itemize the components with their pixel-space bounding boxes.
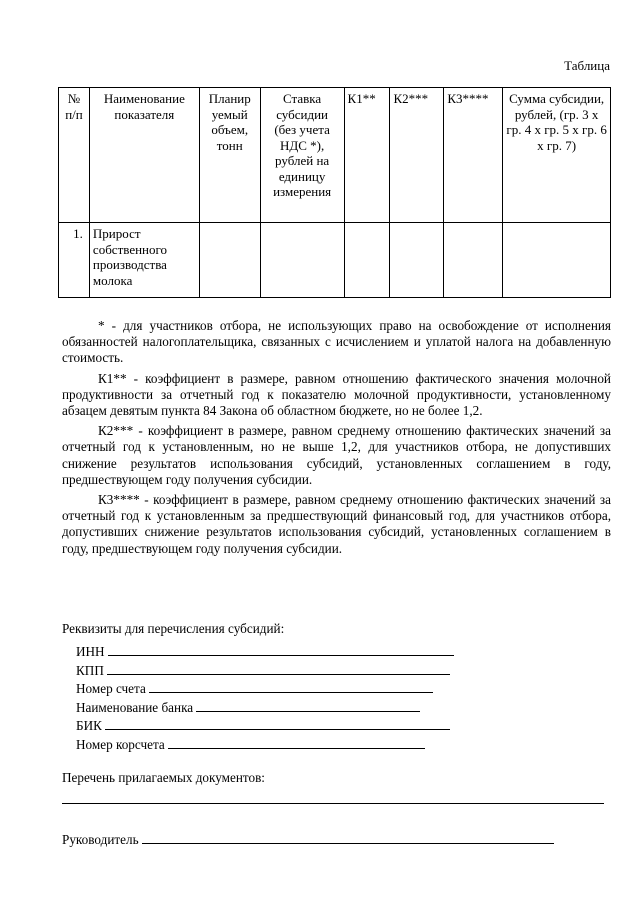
- col-header-volume: Планир уемый объем, тонн: [199, 88, 260, 223]
- footnote-k3: К3**** - коэффициент в размере, равном среднему отношению фактических значений за отчетный год к установленным за предшествующий финансовый год, для участников отбора, допустивших снижение результатов использования субсидий, установленных соглашением в году, предшествующем году получения субсидии.: [62, 492, 611, 556]
- requisite-label: Номер счета: [76, 681, 146, 697]
- cell-rate[interactable]: [260, 223, 344, 298]
- manager-field[interactable]: [142, 830, 554, 844]
- account-field[interactable]: [149, 679, 433, 693]
- subsidy-table: [58, 87, 611, 298]
- col-header-k3: К3****: [444, 88, 503, 223]
- inn-field[interactable]: [108, 642, 454, 656]
- col-header-name: Наименование показателя: [89, 88, 199, 223]
- requisite-bik: [76, 716, 454, 735]
- requisite-corr: [76, 735, 454, 754]
- footnote-k1: К1** - коэффициент в размере, равном отношению фактического значения молочной продуктивности за отчетный год к показателю молочной продуктивности, установленному абзацем девятым пункта 84 Закона об областном бюджете, но не более 1,2.: [62, 370, 611, 419]
- requisite-label: Наименование банка: [76, 699, 194, 715]
- footnote-vat: * - для участников отбора, не использующих право на освобождение от исполнения обязанностей налогоплательщика, связанных с исчислением и уплатой налога на добавленную стоимость.: [62, 318, 611, 366]
- corr-account-field[interactable]: [168, 735, 425, 749]
- col-header-sum: Сумма субсидии, рублей, (гр. 3 х гр. 4 х гр. 5 х гр. 6 х гр. 7): [503, 88, 611, 223]
- col-header-rate: Ставка субсидии (без учета НДС *), рублей на единицу измерения: [260, 88, 344, 223]
- footnotes: [62, 318, 611, 561]
- cell-sum[interactable]: [503, 223, 611, 298]
- table-caption: Таблица: [564, 58, 610, 73]
- col-header-k1: К1**: [344, 88, 390, 223]
- cell-k1[interactable]: [344, 223, 390, 298]
- cell-k2[interactable]: [390, 223, 444, 298]
- cell-num: 1.: [59, 223, 90, 298]
- requisite-kpp: [76, 661, 454, 680]
- kpp-field[interactable]: [107, 661, 450, 675]
- table-row: [59, 223, 611, 298]
- documents-field[interactable]: [62, 803, 604, 804]
- manager-label: Руководитель: [62, 832, 139, 847]
- cell-k3[interactable]: [444, 223, 503, 298]
- documents-title: Перечень прилагаемых документов:: [62, 770, 265, 785]
- requisites-list: [76, 642, 454, 754]
- table-header-row: [59, 88, 611, 223]
- requisite-label: БИК: [76, 718, 102, 734]
- col-header-num: № п/п: [59, 88, 90, 223]
- bank-field[interactable]: [196, 698, 420, 712]
- cell-volume[interactable]: [199, 223, 260, 298]
- footnote-k2: К2*** - коэффициент в размере, равном среднему отношению фактических значений за отчетный год к установленным, но не выше 1,2, для участников отбора, не допустивших снижение результатов использования субсидий, установленных соглашением в году, предшествующем году получения субсидии.: [62, 423, 611, 487]
- manager-signature: [62, 830, 554, 848]
- requisite-label: ИНН: [76, 644, 105, 659]
- cell-name: Прирост собственного производства молока: [89, 223, 199, 298]
- requisite-bank: [76, 698, 454, 717]
- requisite-account: [76, 679, 454, 698]
- requisite-label: Номер корсчета: [76, 736, 165, 752]
- requisites-title: Реквизиты для перечисления субсидий:: [62, 621, 285, 636]
- col-header-k2: К2***: [390, 88, 444, 223]
- requisite-label: КПП: [76, 662, 104, 678]
- bik-field[interactable]: [105, 716, 450, 730]
- requisite-inn: [76, 642, 454, 661]
